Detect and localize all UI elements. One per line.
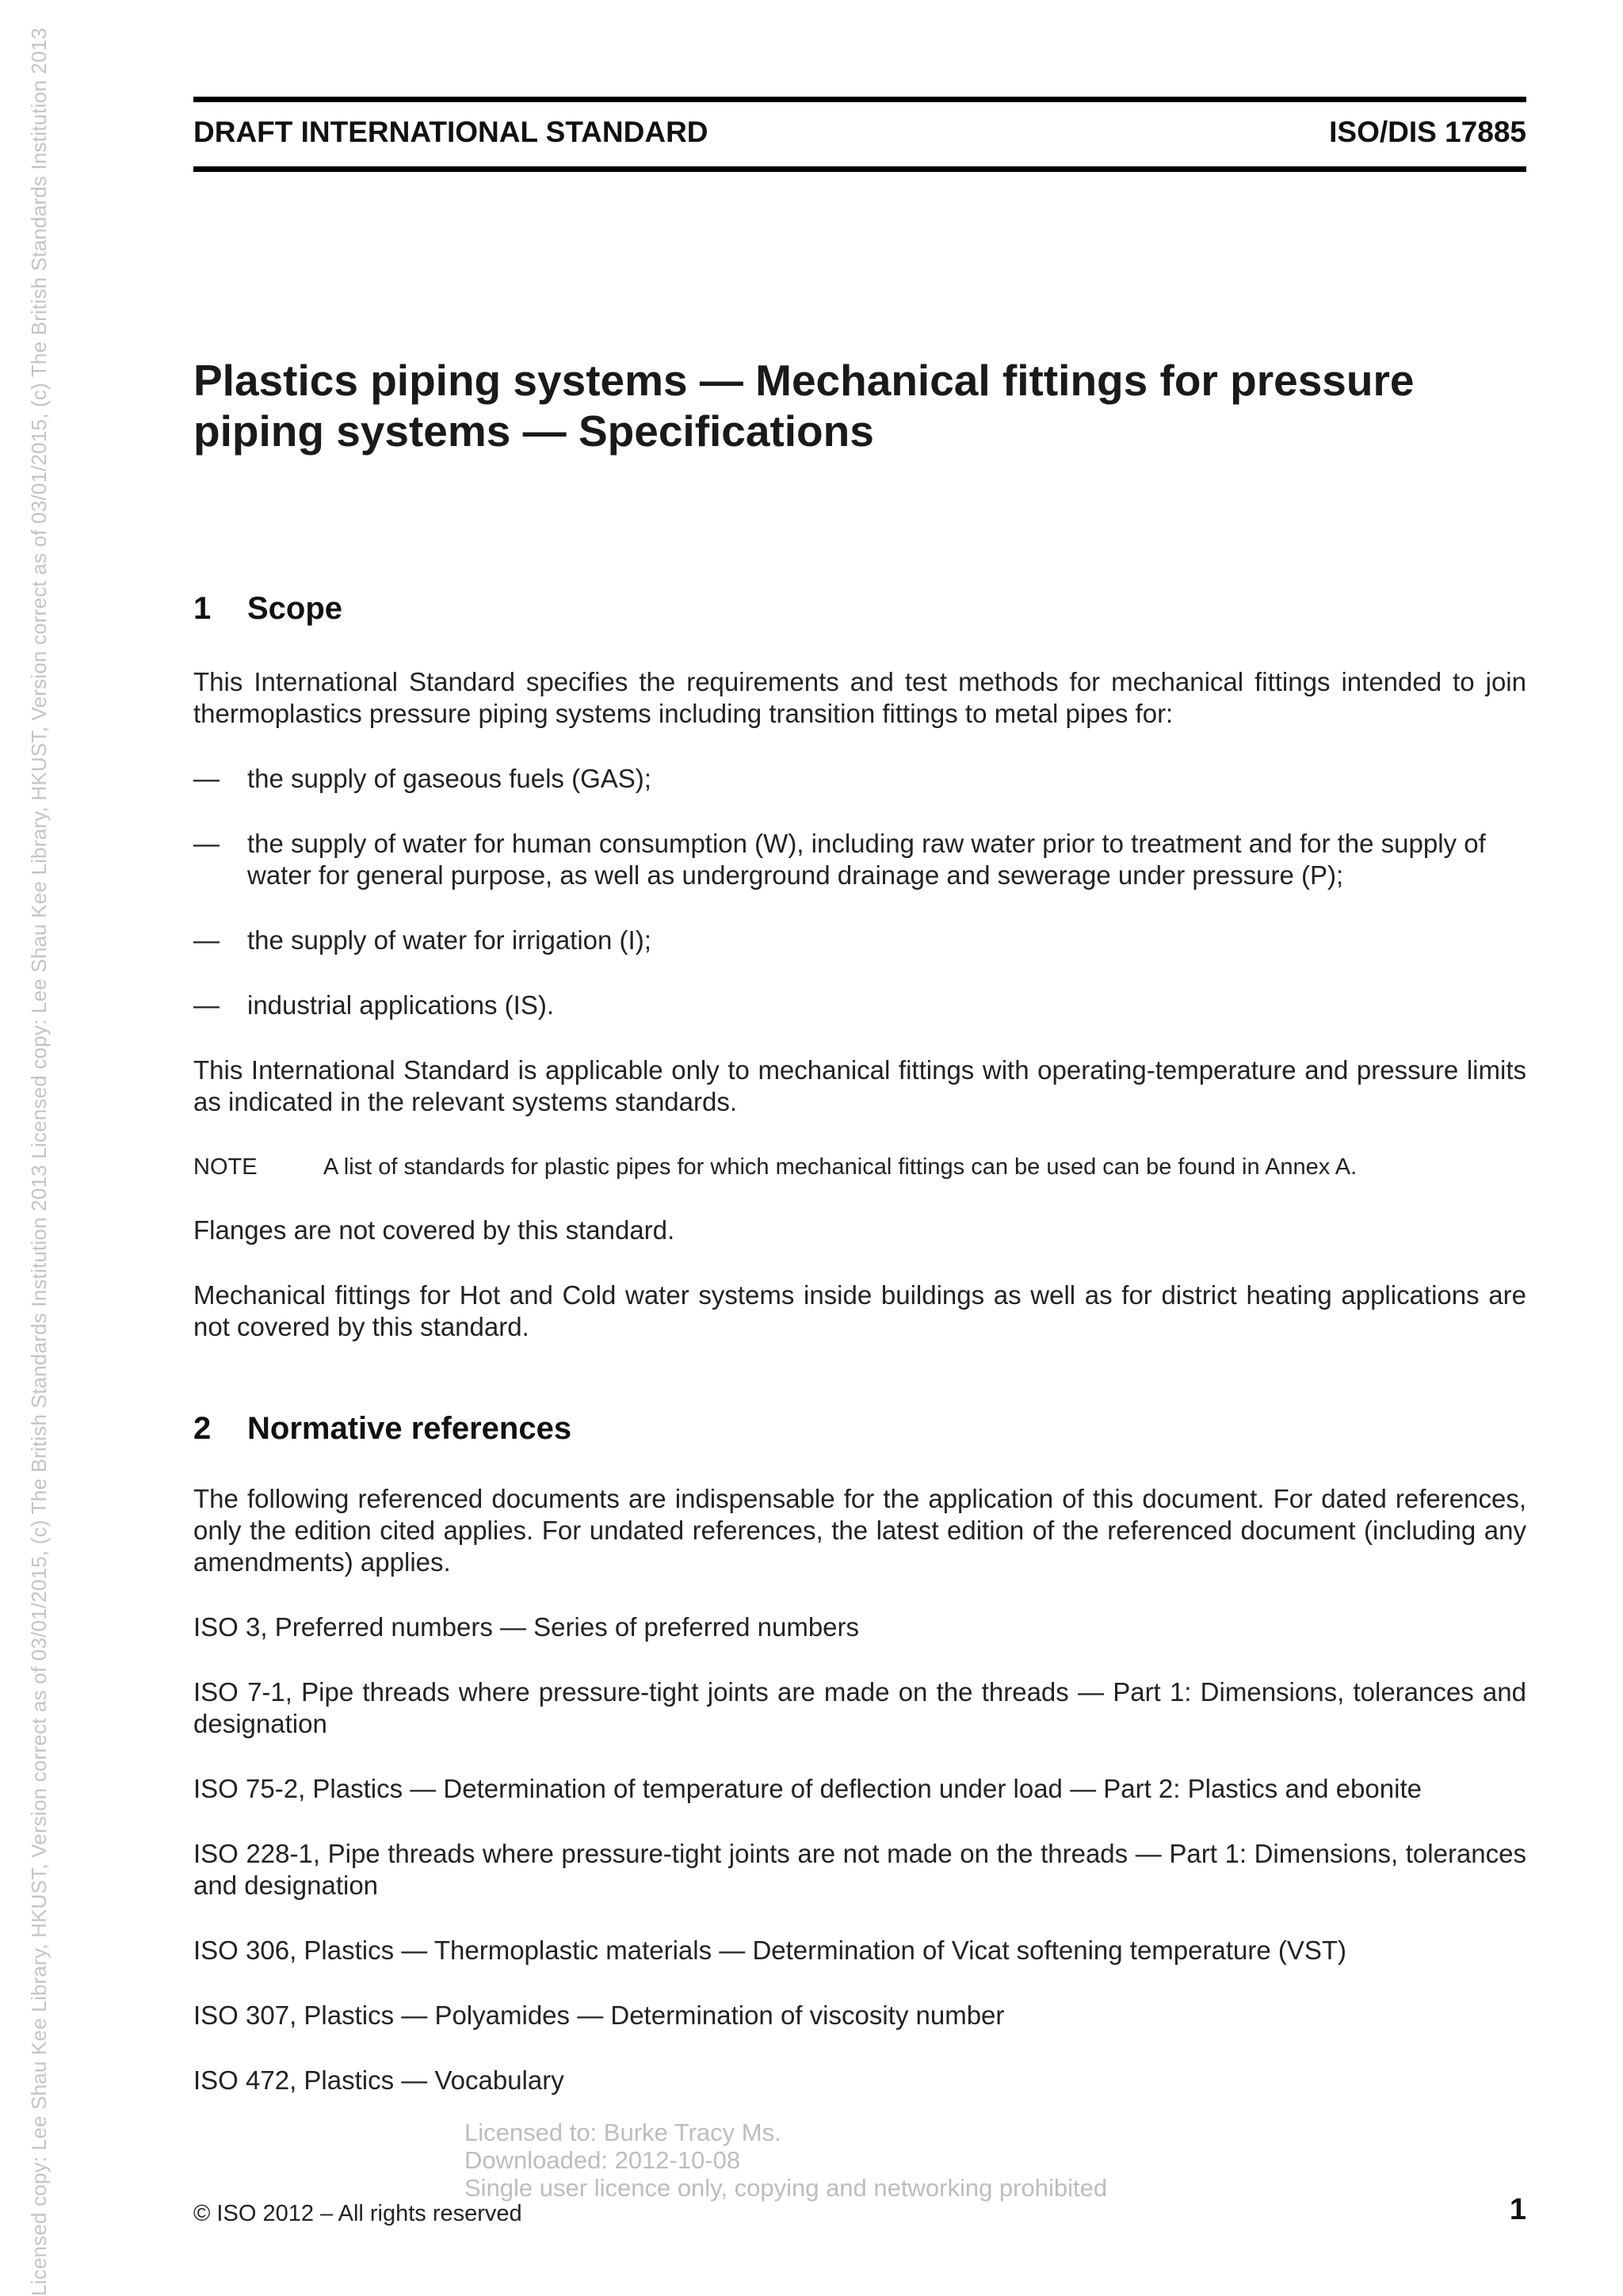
- normative-intro: The following referenced documents are indispensable for the application of this document. For dated references, only the edition cited applies. For undated references, the latest edition of the referenced document (including any amendments) applies.: [193, 1484, 1526, 1577]
- scope-list-item: [193, 925, 1526, 956]
- header-bottom-rule: [193, 166, 1526, 172]
- dash-marker: —: [193, 990, 220, 1020]
- scope-list-item-text: the supply of water for human consumption (W), including raw water prior to treatment and for the supply of water for general purpose, as well as underground drainage and sewerage under pressure (P);: [247, 829, 1486, 890]
- main-content: [193, 591, 1526, 2096]
- copyright-notice: © ISO 2012 – All rights reserved: [193, 2201, 522, 2226]
- document-title-line-2: piping systems — Specifications: [193, 406, 874, 456]
- scope-list-item-text: the supply of gaseous fuels (GAS);: [247, 764, 651, 793]
- reference-item: ISO 472, Plastics — Vocabulary: [193, 2065, 564, 2095]
- scope-hot-cold: Mechanical fittings for Hot and Cold water systems inside buildings as well as for district heating applications are not covered by this standard.: [193, 1280, 1526, 1341]
- normative-title: Normative references: [247, 1411, 572, 1446]
- header-document-number: ISO/DIS 17885: [1329, 116, 1526, 148]
- header-top-rule: [193, 97, 1526, 102]
- reference-item: ISO 3, Preferred numbers — Series of preferred numbers: [193, 1612, 860, 1642]
- scope-list-item: [193, 763, 1526, 795]
- scope-note: [193, 1153, 1526, 1181]
- document-title-line-1: Plastics piping systems — Mechanical fittings for pressure: [193, 356, 1415, 405]
- document-title: [193, 355, 1526, 456]
- reference-item: ISO 75-2, Plastics — Determination of temperature of deflection under load — Part 2: Plastics and ebonite: [193, 1774, 1422, 1803]
- reference-item: ISO 7-1, Pipe threads where pressure-tight joints are made on the threads — Part 1: Dimensions, tolerances and designation: [193, 1677, 1526, 1738]
- license-line: Licensed to: Burke Tracy Ms.: [464, 2119, 781, 2146]
- normative-number: 2: [193, 1411, 212, 1446]
- dash-marker: —: [193, 925, 220, 955]
- scope-list-item-text: industrial applications (IS).: [247, 990, 555, 1020]
- scope-heading: [193, 591, 1526, 627]
- dash-marker: —: [193, 764, 220, 793]
- license-line: Downloaded: 2012-10-08: [464, 2146, 741, 2174]
- normative-heading: [193, 1411, 1526, 1447]
- scope-title: Scope: [247, 591, 343, 626]
- scope-list-item: [193, 828, 1526, 891]
- reference-item: ISO 306, Plastics — Thermoplastic materials — Determination of Vicat softening temperature (VST): [193, 1936, 1347, 1965]
- side-watermark: [0, 0, 51, 2296]
- scope-intro: This International Standard specifies the requirements and test methods for mechanical fittings intended to join thermoplastics pressure piping systems including transition fittings to metal pipes for:: [193, 667, 1526, 728]
- side-watermark-text: Licensed copy: Lee Shau Kee Library, HKUST, Version correct as of 03/01/2015, (c) The British Standards Institution 2013 Licensed copy: Lee Shau Kee Library, HKUST, Version correct as of 03/01/2015, (c) The British Standards Institution 2013: [27, 27, 51, 2296]
- note-text: A list of standards for plastic pipes for which mechanical fittings can be used can be found in Annex A.: [323, 1154, 1358, 1180]
- dash-marker: —: [193, 829, 220, 858]
- scope-applicability: This International Standard is applicable only to mechanical fittings with operating-temperature and pressure limits as indicated in the relevant systems standards.: [193, 1055, 1526, 1116]
- scope-list-item: [193, 990, 1526, 1021]
- license-watermark: [464, 2119, 1107, 2202]
- scope-number: 1: [193, 591, 212, 626]
- reference-item: ISO 228-1, Pipe threads where pressure-tight joints are not made on the threads — Part 1: Dimensions, tolerances and designation: [193, 1839, 1526, 1900]
- note-label: NOTE: [193, 1154, 258, 1180]
- scope-list-item-text: the supply of water for irrigation (I);: [247, 925, 651, 955]
- page-number: 1: [1509, 2193, 1526, 2226]
- header-document-type: DRAFT INTERNATIONAL STANDARD: [193, 116, 708, 148]
- license-line: Single user licence only, copying and networking prohibited: [464, 2174, 1108, 2202]
- scope-flanges: Flanges are not covered by this standard.: [193, 1215, 675, 1245]
- reference-item: ISO 307, Plastics — Polyamides — Determination of viscosity number: [193, 2000, 1005, 2030]
